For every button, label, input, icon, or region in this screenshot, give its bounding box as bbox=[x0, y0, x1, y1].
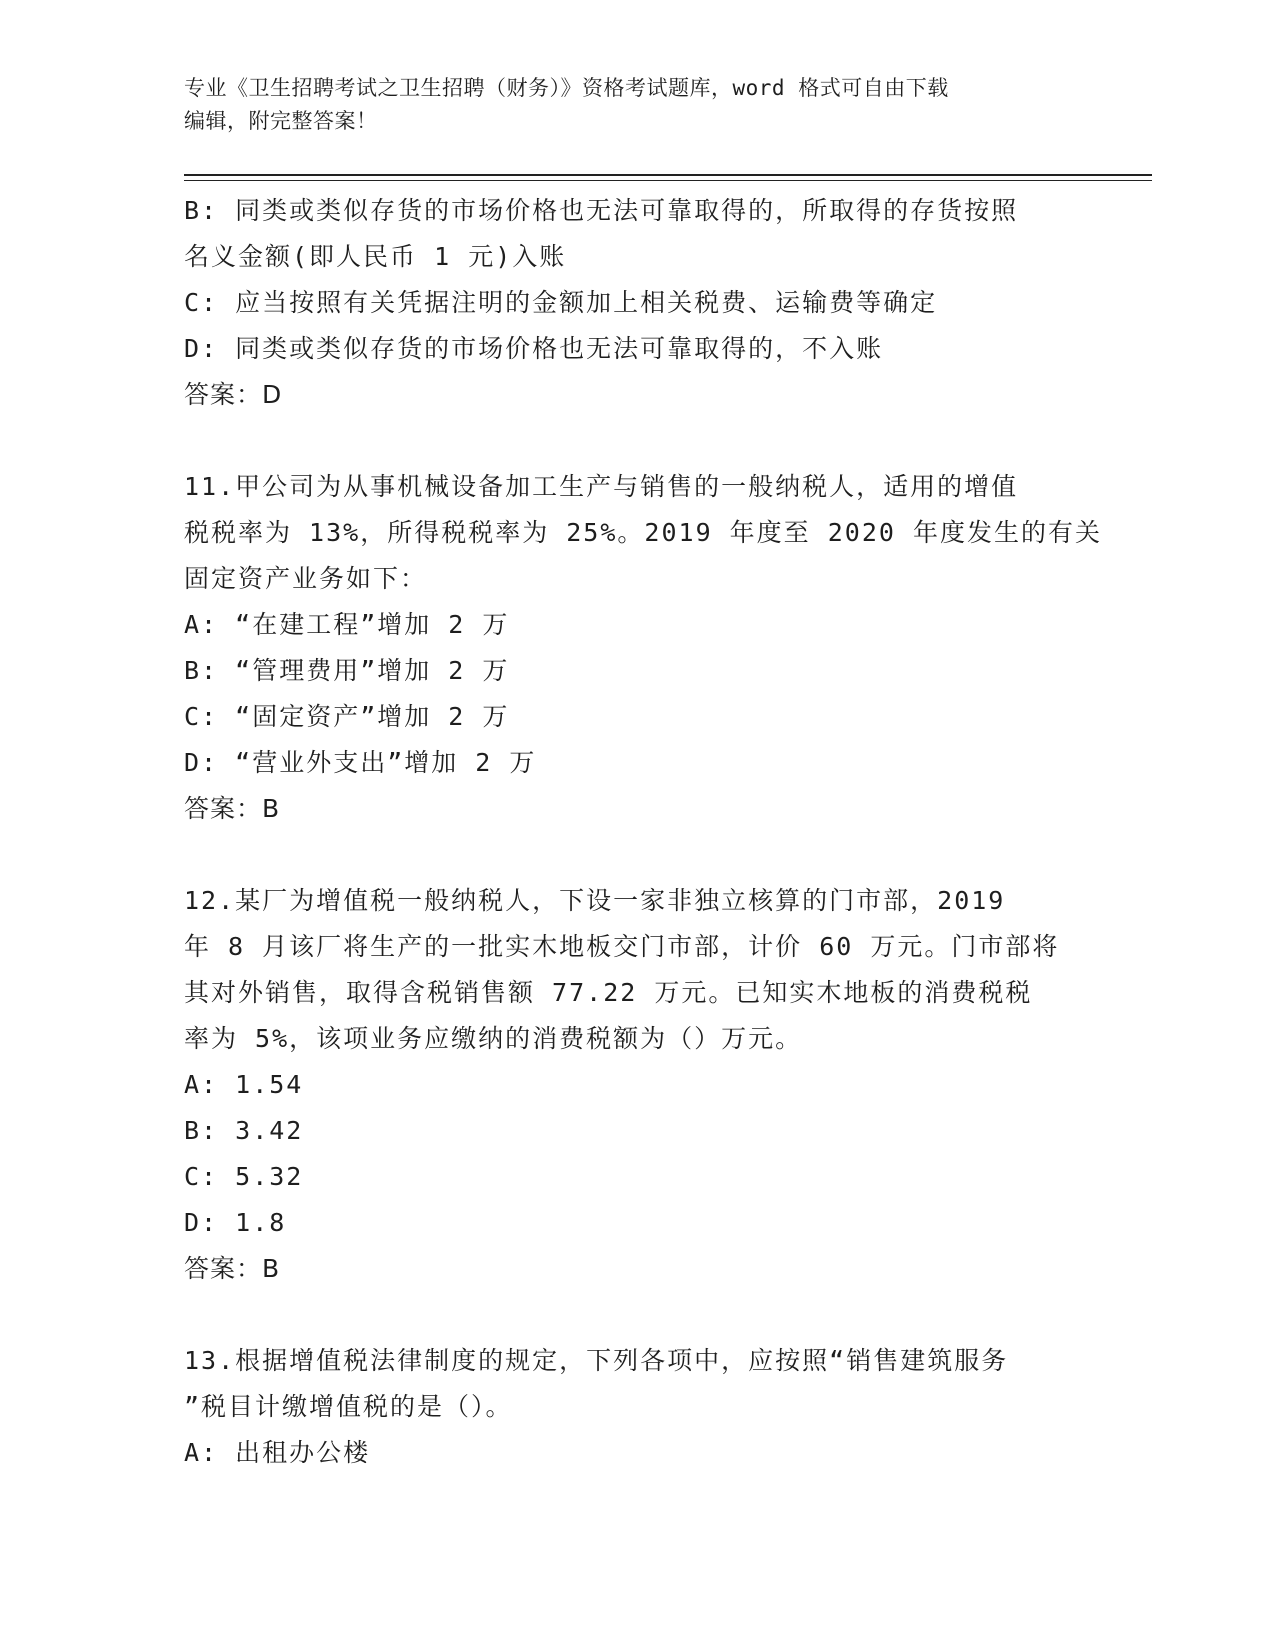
option-a: A: 1.54 bbox=[184, 1070, 304, 1099]
option-b: B: 3.42 bbox=[184, 1116, 304, 1145]
question-content bbox=[184, 188, 1102, 1476]
option-a: A: “在建工程”增加 2 万 bbox=[184, 610, 510, 639]
question-stem-line-3: 其对外销售，取得含税销售额 77.22 万元。已知实木地板的消费税税 bbox=[184, 978, 1033, 1007]
document-header bbox=[184, 72, 1064, 138]
question-13 bbox=[184, 1338, 1084, 1476]
header-line-2: 编辑，附完整答案！ bbox=[184, 109, 378, 133]
question-stem-line-1: 13.根据增值税法律制度的规定，下列各项中，应按照“销售建筑服务 bbox=[184, 1346, 1009, 1375]
option-c: C: “固定资产”增加 2 万 bbox=[184, 702, 510, 731]
header-line-1: 专业《卫生招聘考试之卫生招聘（财务）》资格考试题库，word 格式可自由下载 bbox=[184, 76, 949, 100]
answer: 答案：B bbox=[184, 794, 281, 823]
option-c: C: 5.32 bbox=[184, 1162, 304, 1191]
question-11 bbox=[184, 464, 1102, 832]
answer: 答案：D bbox=[184, 380, 283, 409]
question-stem-line-2: 年 8 月该厂将生产的一批实木地板交门市部，计价 60 万元。门市部将 bbox=[184, 932, 1060, 961]
spacer bbox=[184, 832, 1084, 878]
question-10 bbox=[184, 188, 1084, 418]
option-c: C: 应当按照有关凭据注明的金额加上相关税费、运输费等确定 bbox=[184, 288, 938, 317]
header-divider-thin bbox=[184, 180, 1152, 181]
option-a: A: 出租办公楼 bbox=[184, 1438, 371, 1467]
option-b: B: “管理费用”增加 2 万 bbox=[184, 656, 510, 685]
question-stem-line-2: ”税目计缴增值税的是（）。 bbox=[184, 1392, 513, 1421]
question-12 bbox=[184, 878, 1084, 1292]
question-stem-line-2: 税税率为 13%，所得税税率为 25%。2019 年度至 2020 年度发生的有关 bbox=[184, 518, 1102, 547]
option-b-line-2: 名义金额(即人民币 1 元)入账 bbox=[184, 242, 567, 271]
option-b-line-1: B: 同类或类似存货的市场价格也无法可靠取得的，所取得的存货按照 bbox=[184, 196, 1019, 225]
spacer bbox=[184, 418, 1084, 464]
header-divider-thick bbox=[184, 174, 1152, 176]
question-stem-line-3: 固定资产业务如下： bbox=[184, 564, 428, 593]
spacer bbox=[184, 1292, 1084, 1338]
question-stem-line-1: 11.甲公司为从事机械设备加工生产与销售的一般纳税人，适用的增值 bbox=[184, 472, 1019, 501]
option-d: D: “营业外支出”增加 2 万 bbox=[184, 748, 537, 777]
option-d: D: 1.8 bbox=[184, 1208, 287, 1237]
question-stem-line-1: 12.某厂为增值税一般纳税人，下设一家非独立核算的门市部，2019 bbox=[184, 886, 1006, 915]
question-stem-line-4: 率为 5%，该项业务应缴纳的消费税额为（）万元。 bbox=[184, 1024, 803, 1053]
answer: 答案：B bbox=[184, 1254, 281, 1283]
option-d: D: 同类或类似存货的市场价格也无法可靠取得的，不入账 bbox=[184, 334, 884, 363]
